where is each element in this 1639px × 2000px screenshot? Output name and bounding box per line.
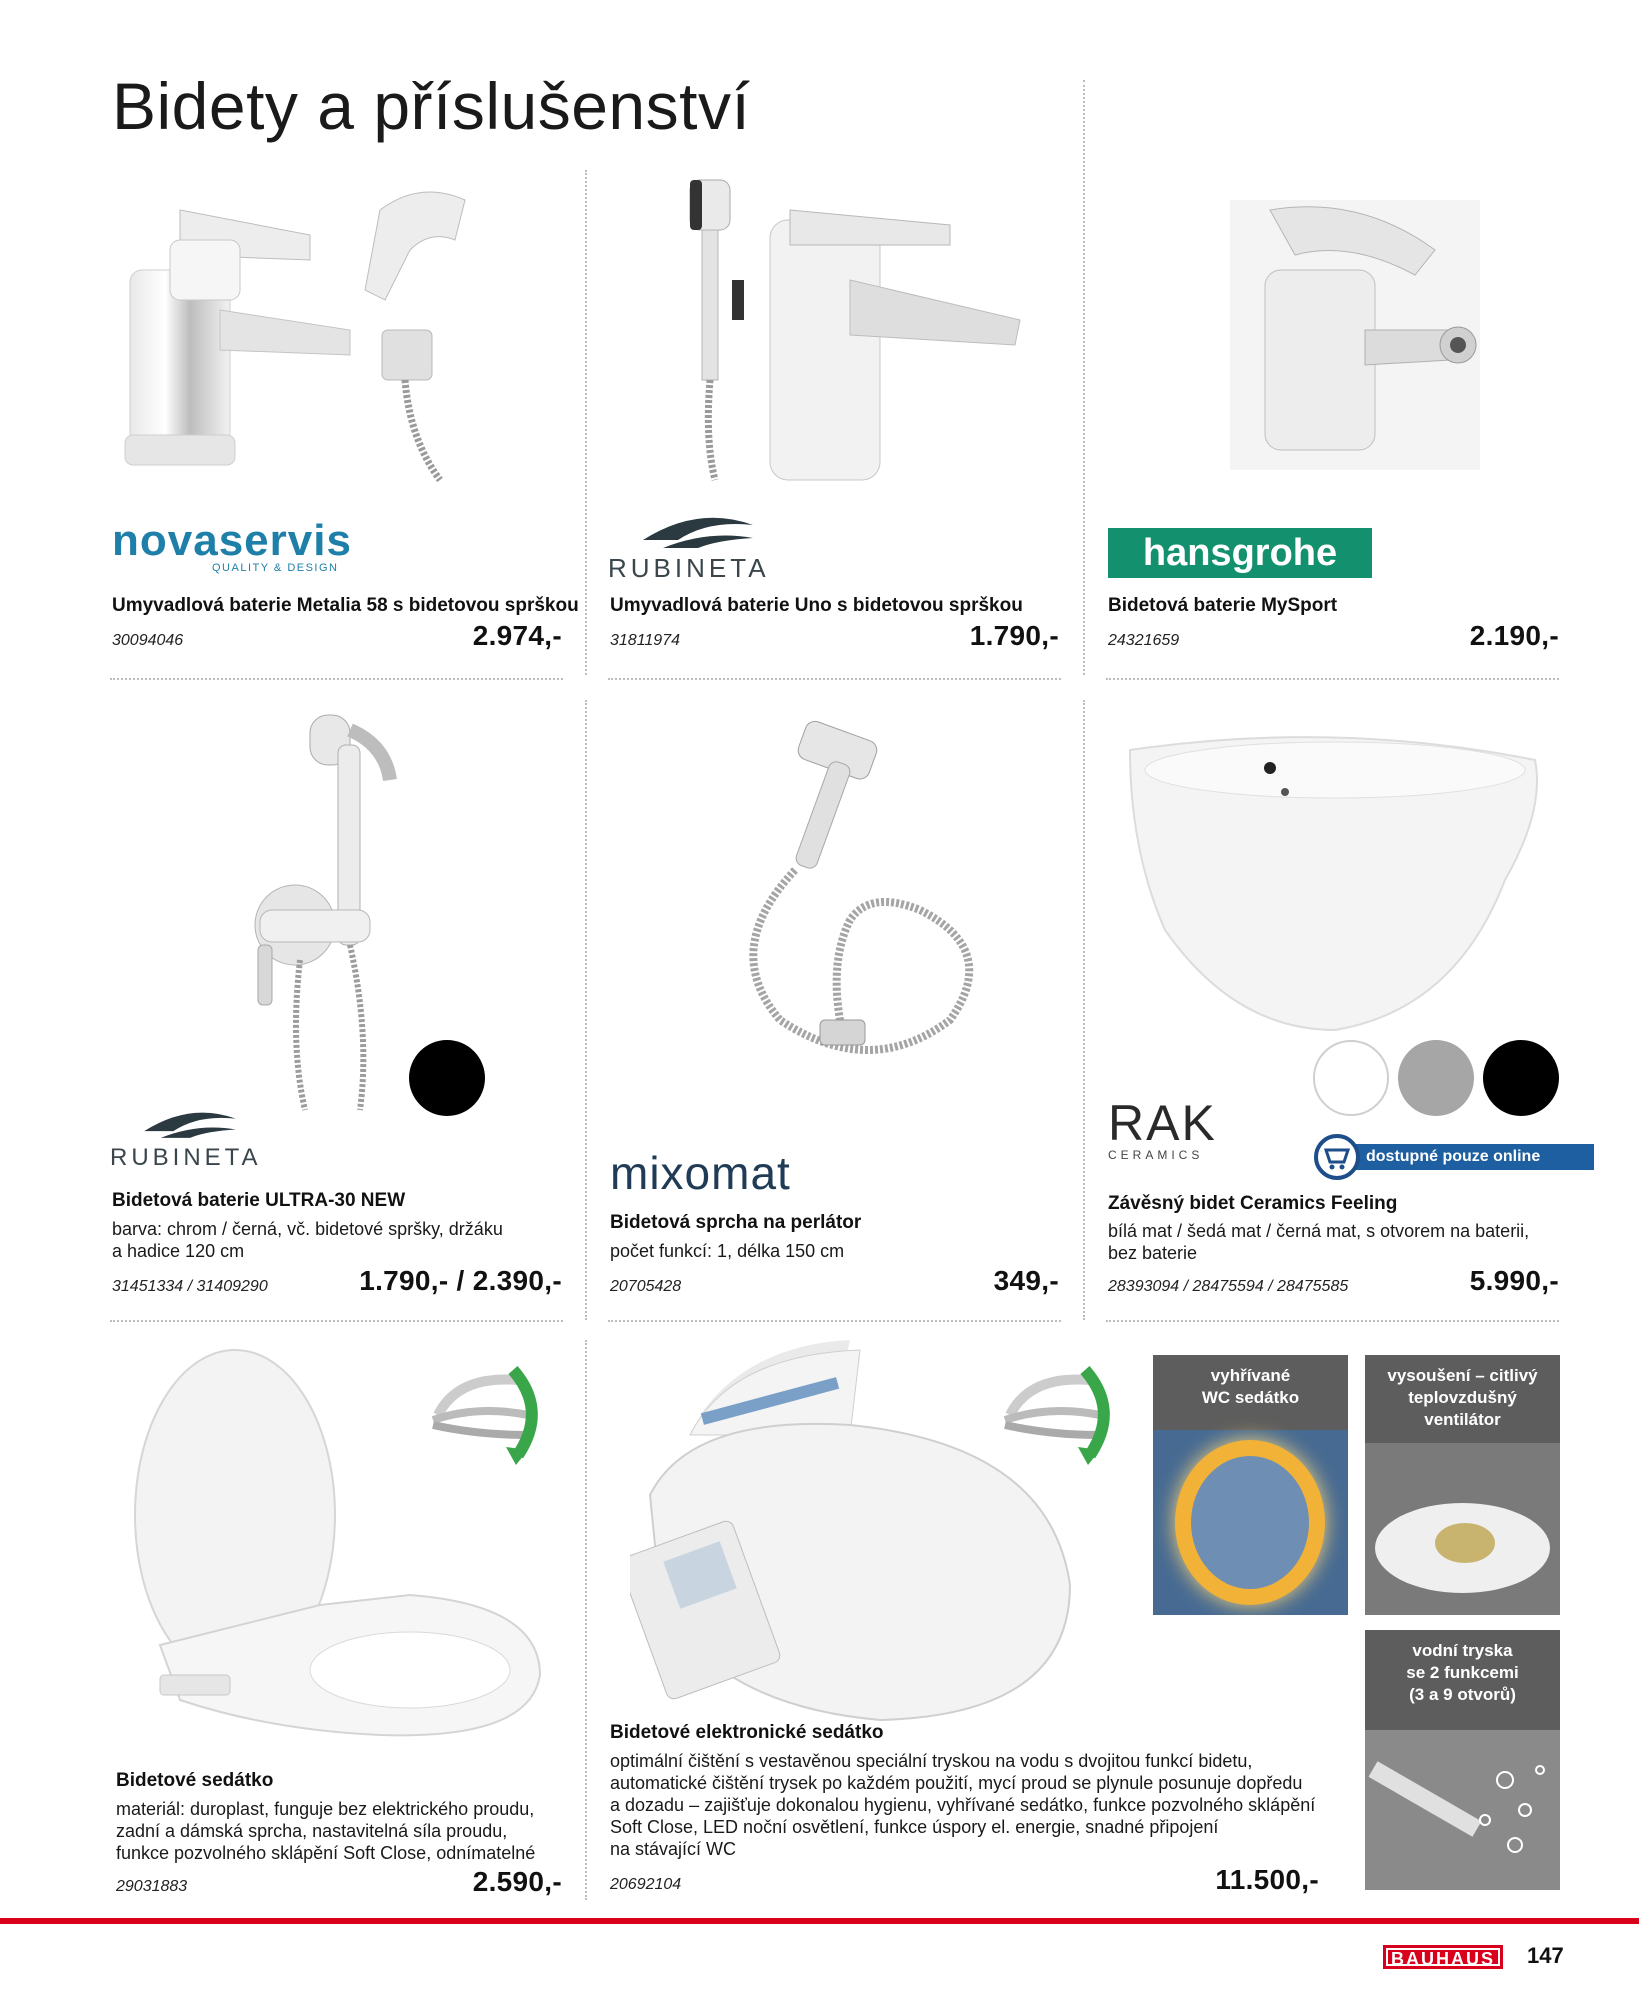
brand-logo-mixomat (610, 1147, 791, 1199)
description-line: optimální čištění s vestavěnou speciální tryskou na vodu s dvojitou funkcí bidetu, (610, 1751, 1253, 1771)
feature-heated-seat (1153, 1355, 1348, 1615)
color-swatch-black[interactable] (409, 1040, 485, 1116)
color-swatch-black[interactable] (1483, 1040, 1559, 1116)
feature-title-line: vyhřívané (1210, 1366, 1291, 1385)
column-divider (1083, 700, 1085, 1320)
online-only-label: dostupné pouze online (1350, 1144, 1594, 1170)
faucet-with-bidet-spray-image (120, 180, 540, 490)
product-code: 29031883 (116, 1878, 188, 1895)
product-name: Bidetová sprcha na perlátor (610, 1212, 862, 1233)
faucet-with-bidet-spray-image (670, 170, 1040, 490)
row-divider (110, 1320, 563, 1322)
feature-title-line: vysoušení – citlivý (1387, 1366, 1538, 1385)
description-line: Soft Close, LED noční osvětlení, funkce úspory el. energie, snadné připojení (610, 1817, 1219, 1837)
product-code: 31811974 (610, 632, 680, 649)
product-price: 1.790,- / 2.390,- (359, 1265, 562, 1296)
description-line: a hadice 120 cm (112, 1241, 245, 1261)
column-divider (585, 1340, 587, 1900)
description-line: a dozadu – zajišťuje dokonalou hygienu, vyhřívané sedátko, funkce pozvolného sklápění (610, 1795, 1316, 1815)
feature-title-line: ventilátor (1424, 1410, 1501, 1429)
product-price: 5.990,- (1469, 1265, 1559, 1296)
description-line: funkce pozvolného sklápění Soft Close, odnímatelné (116, 1843, 536, 1863)
product-name: Bidetové elektronické sedátko (610, 1722, 884, 1743)
brand-name: RAK (1108, 1095, 1217, 1151)
product-name: Bidetová baterie ULTRA-30 NEW (112, 1190, 406, 1211)
feature-title-line: WC sedátko (1201, 1388, 1300, 1407)
footer-bar (0, 1918, 1639, 1924)
description-line: zadní a dámská sprcha, nastavitelná síla proudu, (116, 1821, 508, 1841)
product-price: 2.974,- (472, 620, 562, 651)
bidet-shower-set-image (220, 705, 440, 1115)
product-code: 24321659 (1108, 632, 1180, 649)
product-description (116, 1798, 535, 1864)
wall-hung-bidet-image (1125, 730, 1545, 1040)
brand-logo-rak-ceramics (1108, 1095, 1217, 1162)
feature-title-line: vodní tryska (1412, 1641, 1513, 1660)
page-number: 147 (1527, 1943, 1564, 1968)
feature-title (1365, 1640, 1560, 1706)
page-title: Bidety a příslušenství (112, 69, 751, 143)
product-name: Umyvadlová baterie Uno s bidetovou sprškou (610, 595, 1023, 616)
row-divider (608, 1320, 1061, 1322)
column-divider (585, 170, 587, 675)
product-price: 11.500,- (1215, 1864, 1319, 1895)
product-name: Bidetová baterie MySport (1108, 595, 1338, 616)
description-line: počet funkcí: 1, délka 150 cm (610, 1241, 845, 1261)
product-code: 20705428 (610, 1278, 682, 1295)
description-line: bílá mat / šedá mat / černá mat, s otvorem na baterii, (1108, 1221, 1530, 1241)
product-description (610, 1240, 844, 1262)
description-line: barva: chrom / černá, vč. bidetové spršky, držáku (112, 1219, 503, 1239)
brand-logo-novaservis (112, 516, 372, 574)
bauhaus-logo: BAUHAUS (1383, 1945, 1503, 1969)
feature-title-line: teplovzdušný (1408, 1388, 1517, 1407)
feature-title-line: se 2 funkcemi (1406, 1663, 1519, 1682)
feature-title-line: (3 a 9 otvorů) (1409, 1685, 1516, 1704)
rubineta-logo-icon (638, 510, 758, 548)
soft-close-icon (418, 1355, 548, 1465)
column-divider (1083, 80, 1085, 675)
feature-title (1365, 1365, 1560, 1431)
brand-name: RUBINETA (110, 1144, 262, 1171)
product-description (610, 1750, 1315, 1860)
bidet-shower-with-hose-image (700, 720, 980, 1080)
product-code: 30094046 (112, 632, 184, 649)
soft-close-icon (990, 1355, 1120, 1465)
product-name: Závěsný bidet Ceramics Feeling (1108, 1193, 1398, 1214)
dryer-illustration (1365, 1443, 1560, 1615)
brand-tagline: CERAMICS (1108, 1148, 1204, 1162)
brand-logo-rubineta (608, 510, 808, 584)
description-line: bez baterie (1108, 1243, 1198, 1263)
product-price: 2.590,- (472, 1866, 562, 1897)
water-jet-illustration (1365, 1730, 1560, 1890)
brand-logo-rubineta (110, 1105, 310, 1172)
product-code: 31451334 / 31409290 (112, 1278, 268, 1295)
brand-name: mixomat (610, 1147, 791, 1199)
color-swatch-white[interactable] (1313, 1040, 1389, 1116)
product-price: 1.790,- (969, 620, 1059, 651)
brand-tagline: QUALITY & DESIGN (212, 562, 339, 574)
feature-warm-air-dryer (1365, 1355, 1560, 1615)
cart-icon (1314, 1134, 1360, 1180)
product-name: Umyvadlová baterie Metalia 58 s bidetovou sprškou (112, 595, 579, 616)
row-divider (1106, 1320, 1559, 1322)
feature-title (1153, 1365, 1348, 1409)
row-divider (1106, 678, 1559, 680)
feature-water-jet (1365, 1630, 1560, 1890)
brand-logo-hansgrohe (1108, 528, 1372, 578)
column-divider (585, 700, 587, 1320)
product-code: 28393094 / 28475594 / 28475585 (1108, 1278, 1349, 1295)
product-description (112, 1218, 503, 1262)
rubineta-logo-icon (140, 1105, 240, 1139)
product-name: Bidetové sedátko (116, 1770, 274, 1791)
description-line: materiál: duroplast, funguje bez elektrického proudu, (116, 1799, 535, 1819)
brand-name: novaservis (112, 516, 352, 565)
product-price: 2.190,- (1469, 620, 1559, 651)
product-price: 349,- (993, 1265, 1059, 1296)
row-divider (608, 678, 1061, 680)
description-line: na stávající WC (610, 1839, 737, 1859)
row-divider (110, 678, 563, 680)
product-code: 20692104 (610, 1876, 682, 1893)
color-swatch-grey[interactable] (1398, 1040, 1474, 1116)
product-description (1108, 1220, 1529, 1264)
bidet-faucet-image (1210, 180, 1500, 480)
brand-name: hansgrohe (1142, 532, 1338, 574)
description-line: automatické čištění trysek po každém použití, mycí proud se plynule posunuje dopředu (610, 1773, 1303, 1793)
brand-name: RUBINETA (608, 553, 770, 583)
heated-seat-illustration (1153, 1430, 1348, 1615)
